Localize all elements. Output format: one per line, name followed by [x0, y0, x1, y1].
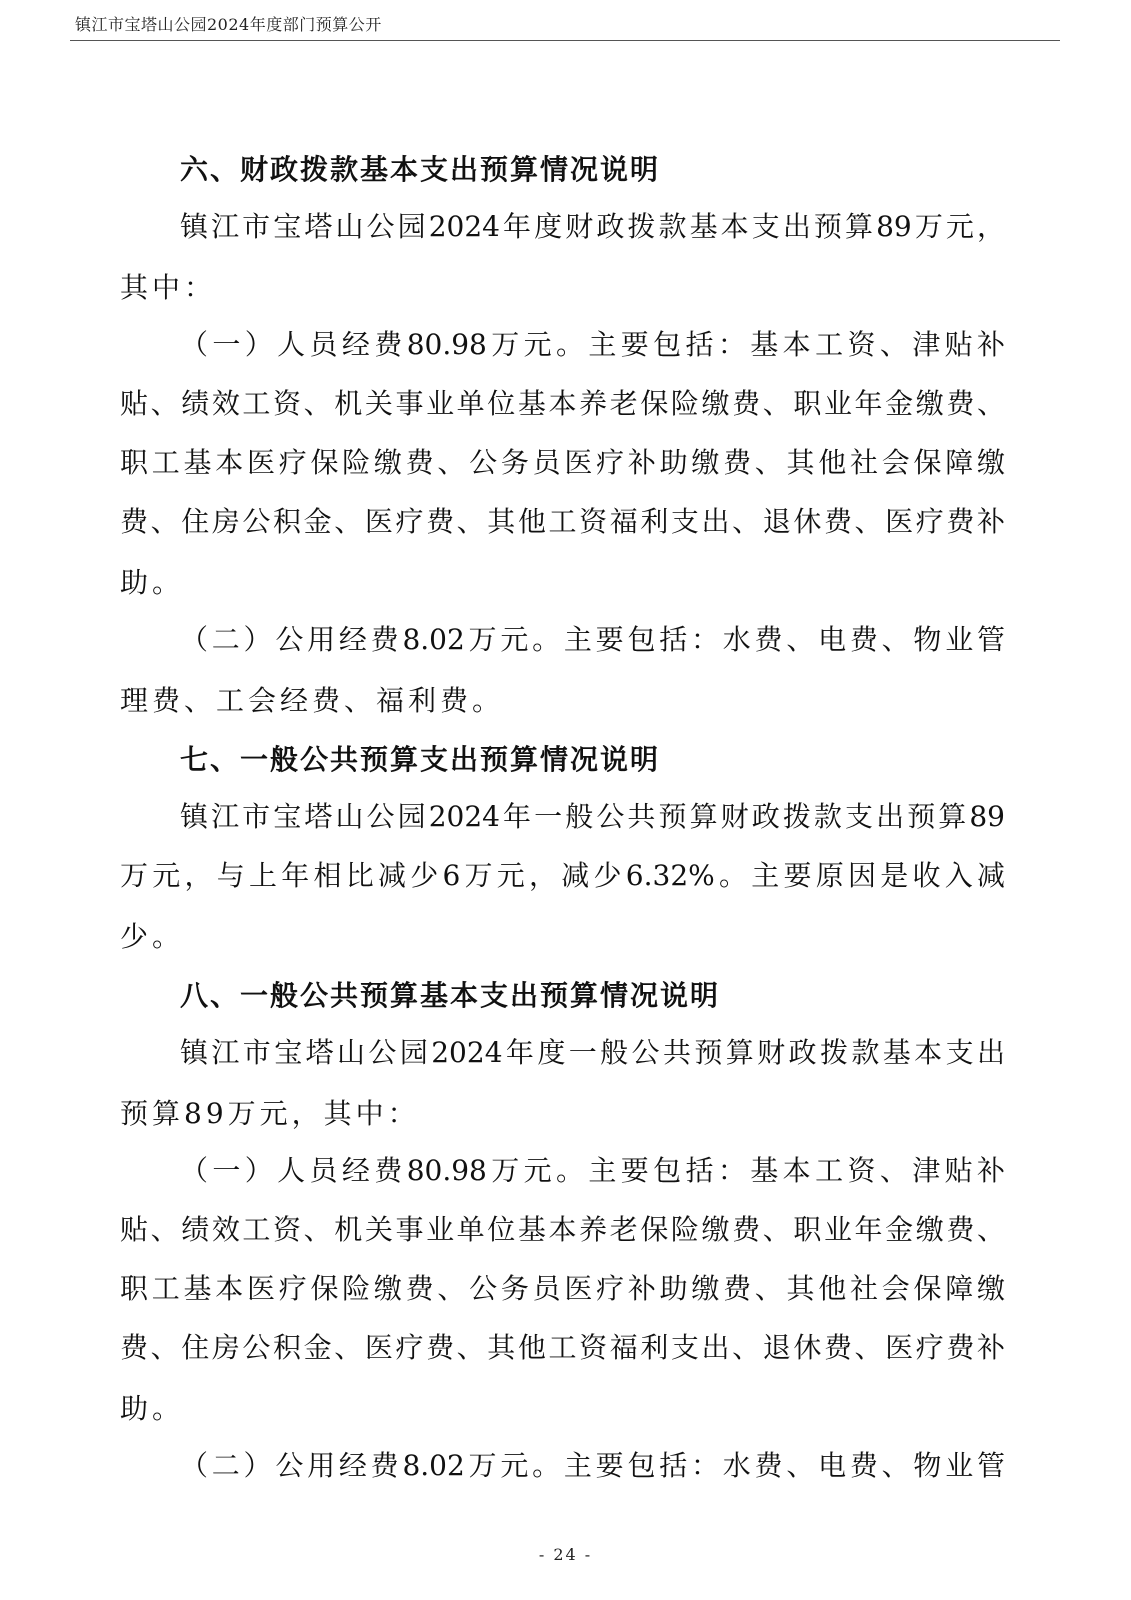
- section-8-heading: 八、一般公共预算基本支出预算情况说明: [180, 978, 721, 1012]
- paragraph-line: 预算89万元，其中：: [120, 1096, 420, 1130]
- paragraph-line: 职工基本医疗保险缴费、公务员医疗补助缴费、其他社会保障缴: [120, 446, 1005, 479]
- paragraph-line: 费、住房公积金、医疗费、其他工资福利支出、退休费、医疗费补: [120, 505, 1005, 538]
- paragraph-line: （二）公用经费8.02万元。主要包括：水费、电费、物业管: [180, 623, 1005, 656]
- paragraph-line: 助。: [120, 565, 185, 599]
- paragraph-line: 理费、工会经费、福利费。: [120, 683, 505, 717]
- running-header: 镇江市宝塔山公园2024年度部门预算公开: [75, 15, 382, 34]
- paragraph-line: 镇江市宝塔山公园2024年度一般公共预算财政拨款基本支出: [180, 1036, 1005, 1069]
- paragraph-line: （一）人员经费80.98万元。主要包括：基本工资、津贴补: [180, 328, 1005, 361]
- paragraph-line: （一）人员经费80.98万元。主要包括：基本工资、津贴补: [180, 1154, 1005, 1187]
- paragraph-line: 其中：: [120, 270, 217, 304]
- paragraph-line: （二）公用经费8.02万元。主要包括：水费、电费、物业管: [180, 1449, 1005, 1482]
- paragraph-line: 镇江市宝塔山公园2024年一般公共预算财政拨款支出预算89: [180, 800, 1005, 833]
- document-body: [120, 138, 1005, 1495]
- section-7-heading: 七、一般公共预算支出预算情况说明: [180, 742, 661, 776]
- paragraph-line: 少。: [120, 919, 185, 953]
- paragraph-line: 助。: [120, 1391, 185, 1425]
- paragraph-line: 贴、绩效工资、机关事业单位基本养老保险缴费、职业年金缴费、: [120, 387, 1005, 420]
- paragraph-line: 职工基本医疗保险缴费、公务员医疗补助缴费、其他社会保障缴: [120, 1272, 1005, 1305]
- page-number: - 24 -: [538, 1545, 593, 1564]
- paragraph-line: 镇江市宝塔山公园2024年度财政拨款基本支出预算89万元，: [180, 210, 1005, 243]
- section-6-heading: 六、财政拨款基本支出预算情况说明: [180, 152, 661, 186]
- header-rule: [70, 40, 1060, 41]
- paragraph-line: 万元，与上年相比减少6万元，减少6.32%。主要原因是收入减: [120, 859, 1005, 892]
- paragraph-line: 费、住房公积金、医疗费、其他工资福利支出、退休费、医疗费补: [120, 1331, 1005, 1364]
- paragraph-line: 贴、绩效工资、机关事业单位基本养老保险缴费、职业年金缴费、: [120, 1213, 1005, 1246]
